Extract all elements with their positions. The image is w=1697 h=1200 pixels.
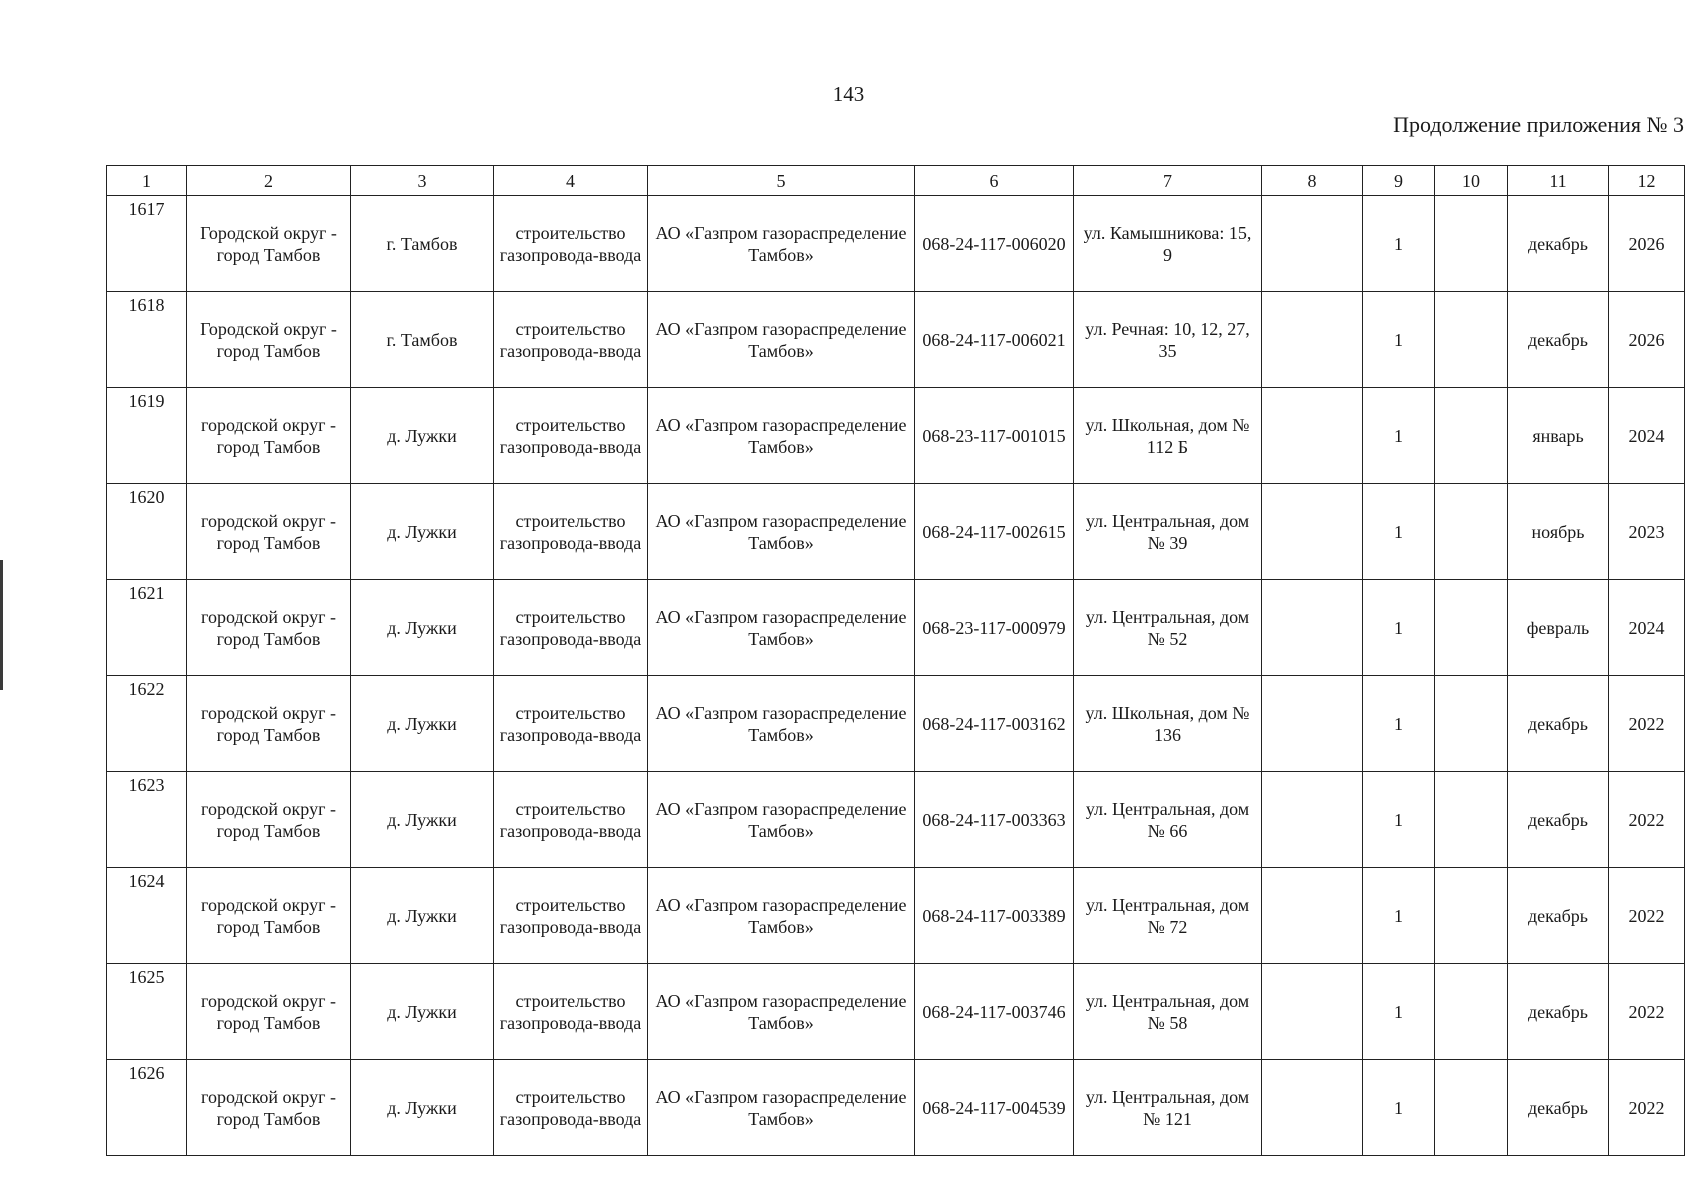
cell-col-10 [1435, 484, 1508, 580]
column-header-11: 11 [1508, 166, 1609, 196]
cell-application-number: 068-24-117-002615 [915, 484, 1074, 580]
cell-application-number: 068-23-117-000979 [915, 580, 1074, 676]
cell-application-number: 068-24-117-003389 [915, 868, 1074, 964]
cell-work-type: строительство газопровода-ввода [494, 196, 648, 292]
cell-col-10 [1435, 868, 1508, 964]
annex-continuation-note: Продолжение приложения № 3 [1393, 112, 1684, 137]
cell-month: декабрь [1508, 1060, 1609, 1156]
page-number: 143 [832, 82, 865, 106]
cell-work-type: строительство газопровода-ввода [494, 484, 648, 580]
cell-locality: г. Тамбов [351, 196, 494, 292]
cell-month: декабрь [1508, 964, 1609, 1060]
table-row [107, 292, 1685, 388]
cell-organization: АО «Газпром газораспределение Тамбов» [648, 196, 915, 292]
cell-quantity: 1 [1363, 484, 1435, 580]
gas-connection-register-table [106, 165, 1685, 1156]
cell-organization: АО «Газпром газораспределение Тамбов» [648, 676, 915, 772]
cell-municipality: городской округ - город Тамбов [187, 772, 351, 868]
cell-quantity: 1 [1363, 868, 1435, 964]
cell-address: ул. Школьная, дом № 136 [1074, 676, 1262, 772]
cell-application-number: 068-24-117-004539 [915, 1060, 1074, 1156]
cell-municipality: городской округ - город Тамбов [187, 388, 351, 484]
cell-locality: д. Лужки [351, 1060, 494, 1156]
cell-application-number: 068-23-117-001015 [915, 388, 1074, 484]
cell-quantity: 1 [1363, 388, 1435, 484]
cell-application-number: 068-24-117-003363 [915, 772, 1074, 868]
cell-year: 2024 [1609, 388, 1685, 484]
column-header-8: 8 [1262, 166, 1363, 196]
column-header-1: 1 [107, 166, 187, 196]
table-row [107, 580, 1685, 676]
cell-col-8 [1262, 1060, 1363, 1156]
cell-application-number: 068-24-117-003746 [915, 964, 1074, 1060]
cell-address: ул. Центральная, дом № 39 [1074, 484, 1262, 580]
cell-locality: г. Тамбов [351, 292, 494, 388]
cell-col-10 [1435, 580, 1508, 676]
cell-organization: АО «Газпром газораспределение Тамбов» [648, 964, 915, 1060]
cell-row-number: 1618 [107, 292, 187, 388]
cell-col-8 [1262, 868, 1363, 964]
cell-locality: д. Лужки [351, 388, 494, 484]
cell-organization: АО «Газпром газораспределение Тамбов» [648, 580, 915, 676]
cell-col-8 [1262, 580, 1363, 676]
cell-address: ул. Центральная, дом № 58 [1074, 964, 1262, 1060]
cell-month: декабрь [1508, 868, 1609, 964]
cell-col-10 [1435, 292, 1508, 388]
cell-year: 2026 [1609, 292, 1685, 388]
cell-month: январь [1508, 388, 1609, 484]
table-row [107, 484, 1685, 580]
cell-work-type: строительство газопровода-ввода [494, 1060, 648, 1156]
cell-row-number: 1617 [107, 196, 187, 292]
cell-col-10 [1435, 676, 1508, 772]
cell-month: ноябрь [1508, 484, 1609, 580]
cell-municipality: городской округ - город Тамбов [187, 484, 351, 580]
cell-municipality: Городской округ - город Тамбов [187, 292, 351, 388]
cell-locality: д. Лужки [351, 772, 494, 868]
cell-col-8 [1262, 388, 1363, 484]
column-header-9: 9 [1363, 166, 1435, 196]
cell-work-type: строительство газопровода-ввода [494, 388, 648, 484]
cell-year: 2023 [1609, 484, 1685, 580]
cell-year: 2022 [1609, 1060, 1685, 1156]
cell-year: 2024 [1609, 580, 1685, 676]
table-row [107, 772, 1685, 868]
column-header-5: 5 [648, 166, 915, 196]
cell-quantity: 1 [1363, 1060, 1435, 1156]
cell-municipality: городской округ - город Тамбов [187, 580, 351, 676]
cell-organization: АО «Газпром газораспределение Тамбов» [648, 484, 915, 580]
cell-col-8 [1262, 772, 1363, 868]
column-header-2: 2 [187, 166, 351, 196]
cell-row-number: 1624 [107, 868, 187, 964]
cell-address: ул. Речная: 10, 12, 27, 35 [1074, 292, 1262, 388]
cell-municipality: городской округ - город Тамбов [187, 1060, 351, 1156]
cell-month: февраль [1508, 580, 1609, 676]
table-row [107, 388, 1685, 484]
column-header-10: 10 [1435, 166, 1508, 196]
cell-organization: АО «Газпром газораспределение Тамбов» [648, 1060, 915, 1156]
cell-municipality: городской округ - город Тамбов [187, 868, 351, 964]
column-header-6: 6 [915, 166, 1074, 196]
cell-organization: АО «Газпром газораспределение Тамбов» [648, 868, 915, 964]
cell-quantity: 1 [1363, 676, 1435, 772]
cell-month: декабрь [1508, 676, 1609, 772]
cell-locality: д. Лужки [351, 964, 494, 1060]
cell-locality: д. Лужки [351, 868, 494, 964]
table-row [107, 1060, 1685, 1156]
cell-col-8 [1262, 964, 1363, 1060]
table-row [107, 676, 1685, 772]
cell-address: ул. Центральная, дом № 72 [1074, 868, 1262, 964]
cell-organization: АО «Газпром газораспределение Тамбов» [648, 292, 915, 388]
cell-row-number: 1623 [107, 772, 187, 868]
cell-locality: д. Лужки [351, 580, 494, 676]
header-row [107, 166, 1685, 196]
cell-municipality: Городской округ - город Тамбов [187, 196, 351, 292]
column-header-4: 4 [494, 166, 648, 196]
cell-address: ул. Школьная, дом № 112 Б [1074, 388, 1262, 484]
cell-locality: д. Лужки [351, 676, 494, 772]
cell-quantity: 1 [1363, 292, 1435, 388]
cell-row-number: 1620 [107, 484, 187, 580]
cell-year: 2022 [1609, 964, 1685, 1060]
cell-year: 2022 [1609, 772, 1685, 868]
cell-col-8 [1262, 292, 1363, 388]
cell-work-type: строительство газопровода-ввода [494, 772, 648, 868]
cell-address: ул. Камышникова: 15, 9 [1074, 196, 1262, 292]
column-header-7: 7 [1074, 166, 1262, 196]
cell-col-10 [1435, 772, 1508, 868]
cell-month: декабрь [1508, 196, 1609, 292]
cell-row-number: 1621 [107, 580, 187, 676]
cell-quantity: 1 [1363, 772, 1435, 868]
cell-quantity: 1 [1363, 196, 1435, 292]
cell-address: ул. Центральная, дом № 66 [1074, 772, 1262, 868]
cell-month: декабрь [1508, 772, 1609, 868]
cell-municipality: городской округ - город Тамбов [187, 676, 351, 772]
table-row [107, 196, 1685, 292]
cell-row-number: 1625 [107, 964, 187, 1060]
cell-row-number: 1626 [107, 1060, 187, 1156]
cell-year: 2022 [1609, 676, 1685, 772]
table-row [107, 964, 1685, 1060]
cell-quantity: 1 [1363, 964, 1435, 1060]
cell-locality: д. Лужки [351, 484, 494, 580]
cell-work-type: строительство газопровода-ввода [494, 580, 648, 676]
cell-row-number: 1619 [107, 388, 187, 484]
cell-month: декабрь [1508, 292, 1609, 388]
cell-col-8 [1262, 484, 1363, 580]
cell-year: 2022 [1609, 868, 1685, 964]
cell-address: ул. Центральная, дом № 121 [1074, 1060, 1262, 1156]
cell-address: ул. Центральная, дом № 52 [1074, 580, 1262, 676]
cell-col-10 [1435, 388, 1508, 484]
cell-col-10 [1435, 196, 1508, 292]
cell-application-number: 068-24-117-006021 [915, 292, 1074, 388]
cell-col-8 [1262, 196, 1363, 292]
cell-work-type: строительство газопровода-ввода [494, 964, 648, 1060]
cell-application-number: 068-24-117-003162 [915, 676, 1074, 772]
cell-work-type: строительство газопровода-ввода [494, 868, 648, 964]
scan-edge-shadow [0, 560, 3, 690]
cell-row-number: 1622 [107, 676, 187, 772]
cell-col-10 [1435, 964, 1508, 1060]
cell-application-number: 068-24-117-006020 [915, 196, 1074, 292]
table-body [107, 196, 1685, 1156]
column-header-12: 12 [1609, 166, 1685, 196]
table-header [107, 166, 1685, 196]
table-row [107, 868, 1685, 964]
cell-work-type: строительство газопровода-ввода [494, 292, 648, 388]
cell-organization: АО «Газпром газораспределение Тамбов» [648, 388, 915, 484]
column-header-3: 3 [351, 166, 494, 196]
cell-year: 2026 [1609, 196, 1685, 292]
cell-col-8 [1262, 676, 1363, 772]
cell-work-type: строительство газопровода-ввода [494, 676, 648, 772]
cell-organization: АО «Газпром газораспределение Тамбов» [648, 772, 915, 868]
cell-quantity: 1 [1363, 580, 1435, 676]
cell-col-10 [1435, 1060, 1508, 1156]
cell-municipality: городской округ - город Тамбов [187, 964, 351, 1060]
